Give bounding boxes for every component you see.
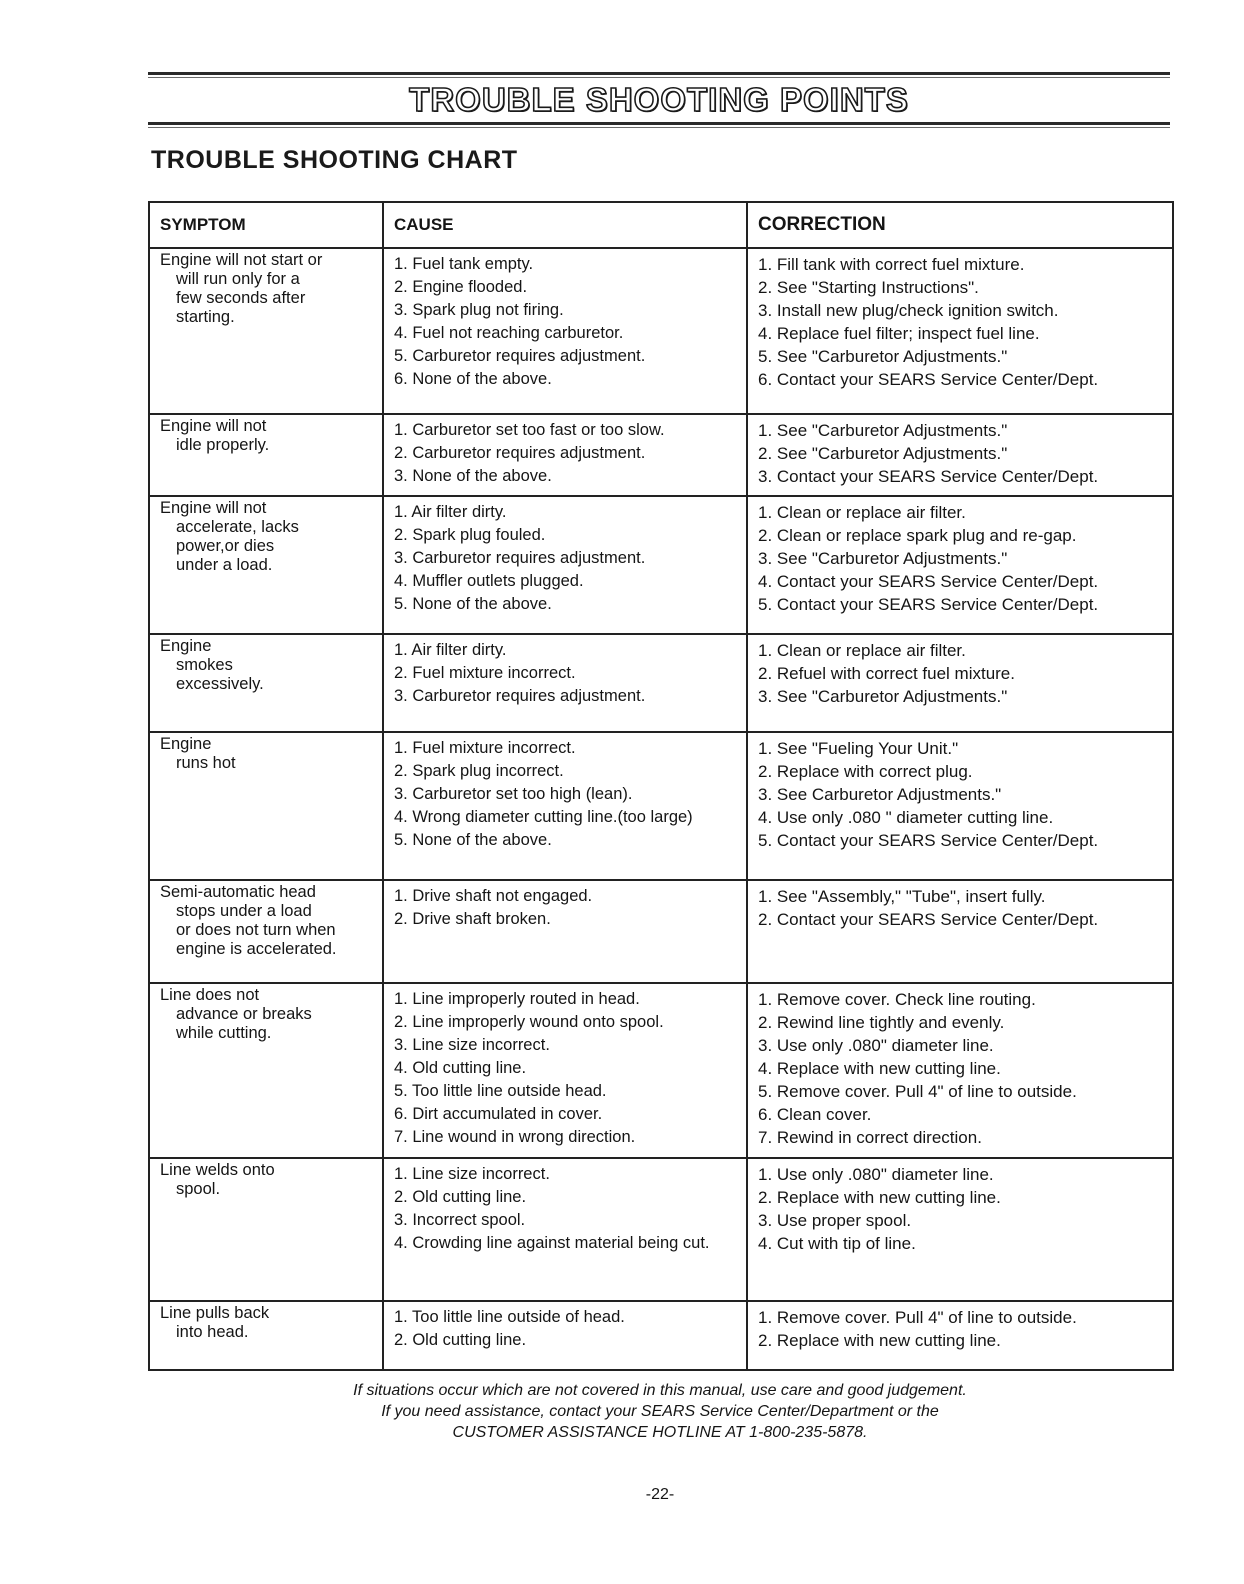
correction-cell — [747, 1158, 1173, 1301]
cause-item: 3. Carburetor set too high (lean). — [394, 785, 633, 803]
cause-item: 6. None of the above. — [394, 370, 552, 388]
correction-item: 3. See "Carburetor Adjustments." — [758, 549, 1008, 568]
cause-item: 4. Old cutting line. — [394, 1059, 527, 1077]
correction-item: 3. See Carburetor Adjustments." — [758, 785, 1002, 804]
symptom-line: spool. — [176, 1180, 221, 1198]
cause-cell — [383, 248, 747, 414]
cause-item: 5. None of the above. — [394, 831, 552, 849]
title-bottom-rule — [148, 122, 1170, 125]
cause-item: 1. Drive shaft not engaged. — [394, 887, 593, 905]
correction-item: 1. Clean or replace air filter. — [758, 641, 966, 660]
table-row — [149, 732, 1173, 880]
symptom-line: Engine will not — [160, 499, 267, 517]
cause-item: 3. Line size incorrect. — [394, 1036, 550, 1054]
symptom-cell — [149, 414, 383, 496]
page-title: TROUBLE SHOOTING POINTS — [409, 81, 909, 118]
correction-item: 2. Replace with correct plug. — [758, 762, 973, 781]
symptom-line: Semi-automatic head — [160, 883, 316, 901]
symptom-cell — [149, 1158, 383, 1301]
page-number: -22- — [645, 1486, 675, 1503]
title-top-rule — [148, 72, 1170, 75]
title-bottom-rule-thin — [148, 127, 1170, 128]
cause-item: 1. Air filter dirty. — [394, 503, 507, 521]
symptom-line: or does not turn when — [176, 921, 336, 939]
cause-cell — [383, 732, 747, 880]
correction-item: 4. Cut with tip of line. — [758, 1234, 916, 1253]
cause-cell — [383, 1158, 747, 1301]
correction-item: 1. See "Carburetor Adjustments." — [758, 421, 1008, 440]
correction-item: 2. Contact your SEARS Service Center/Dept. — [758, 910, 1099, 929]
correction-item: 5. Contact your SEARS Service Center/Dept. — [758, 831, 1099, 850]
symptom-cell — [149, 496, 383, 634]
header-correction: CORRECTION — [747, 202, 1173, 248]
symptom-line: Engine — [160, 735, 212, 753]
cause-item: 1. Air filter dirty. — [394, 641, 507, 659]
footnote-line: CUSTOMER ASSISTANCE HOTLINE AT 1-800-235-5878. — [452, 1424, 868, 1441]
table-row — [149, 983, 1173, 1158]
correction-item: 4. Contact your SEARS Service Center/Dept. — [758, 572, 1099, 591]
correction-item: 4. Replace with new cutting line. — [758, 1059, 1001, 1078]
cause-item: 3. Spark plug not firing. — [394, 301, 564, 319]
cause-item: 2. Spark plug fouled. — [394, 526, 546, 544]
symptom-line: idle properly. — [176, 436, 270, 454]
correction-item: 1. See "Fueling Your Unit." — [758, 739, 959, 758]
symptom-line: under a load. — [176, 556, 273, 574]
symptom-line: will run only for a — [176, 270, 300, 288]
cause-item: 5. None of the above. — [394, 595, 552, 613]
correction-cell — [747, 634, 1173, 732]
symptom-line: engine is accelerated. — [176, 940, 337, 958]
cause-item: 5. Too little line outside head. — [394, 1082, 607, 1100]
cause-item: 2. Carburetor requires adjustment. — [394, 444, 646, 462]
cause-cell — [383, 634, 747, 732]
correction-cell — [747, 732, 1173, 880]
cause-cell — [383, 1301, 747, 1370]
symptom-line: while cutting. — [176, 1024, 272, 1042]
cause-item: 1. Carburetor set too fast or too slow. — [394, 421, 665, 439]
symptom-line: stops under a load — [176, 902, 312, 920]
correction-item: 6. Clean cover. — [758, 1105, 872, 1124]
cause-item: 3. Carburetor requires adjustment. — [394, 687, 646, 705]
symptom-line: advance or breaks — [176, 1005, 312, 1023]
correction-cell — [747, 248, 1173, 414]
symptom-cell — [149, 634, 383, 732]
correction-item: 2. Refuel with correct fuel mixture. — [758, 664, 1015, 683]
table-row — [149, 634, 1173, 732]
symptom-line: Line pulls back — [160, 1304, 270, 1322]
cause-item: 3. Incorrect spool. — [394, 1211, 526, 1229]
footnote-line: If situations occur which are not covered in this manual, use care and good judgement. — [353, 1382, 967, 1399]
symptom-line: Line does not — [160, 986, 260, 1004]
cause-item: 2. Fuel mixture incorrect. — [394, 664, 576, 682]
cause-item: 2. Spark plug incorrect. — [394, 762, 564, 780]
correction-item: 5. Contact your SEARS Service Center/Dept. — [758, 595, 1099, 614]
footnote — [148, 1380, 1172, 1443]
symptom-line: Engine will not — [160, 417, 267, 435]
correction-item: 3. Contact your SEARS Service Center/Dept. — [758, 467, 1099, 486]
cause-item: 1. Fuel tank empty. — [394, 255, 534, 273]
footnote-line: If you need assistance, contact your SEARS Service Center/Department or the — [381, 1403, 939, 1420]
correction-item: 2. Rewind line tightly and evenly. — [758, 1013, 1005, 1032]
trouble-shooting-table — [148, 201, 1174, 1371]
correction-cell — [747, 496, 1173, 634]
correction-item: 1. Clean or replace air filter. — [758, 503, 966, 522]
correction-item: 1. Remove cover. Pull 4" of line to outside. — [758, 1308, 1077, 1327]
correction-item: 5. See "Carburetor Adjustments." — [758, 347, 1008, 366]
table-row — [149, 880, 1173, 983]
cause-cell — [383, 880, 747, 983]
correction-item: 4. Replace fuel filter; inspect fuel line. — [758, 324, 1040, 343]
correction-cell — [747, 1301, 1173, 1370]
correction-item: 2. Clean or replace spark plug and re-gap. — [758, 526, 1077, 545]
symptom-line: into head. — [176, 1323, 249, 1341]
correction-item: 7. Rewind in correct direction. — [758, 1128, 982, 1147]
cause-cell — [383, 496, 747, 634]
symptom-cell — [149, 983, 383, 1158]
correction-cell — [747, 880, 1173, 983]
cause-item: 1. Line improperly routed in head. — [394, 990, 640, 1008]
cause-item: 3. Carburetor requires adjustment. — [394, 549, 646, 567]
symptom-line: excessively. — [176, 675, 264, 693]
correction-item: 2. Replace with new cutting line. — [758, 1331, 1001, 1350]
cause-item: 4. Muffler outlets plugged. — [394, 572, 584, 590]
symptom-cell — [149, 880, 383, 983]
symptom-line: Engine — [160, 637, 212, 655]
correction-item: 3. Use only .080" diameter line. — [758, 1036, 994, 1055]
cause-cell — [383, 983, 747, 1158]
correction-item: 5. Remove cover. Pull 4" of line to outside. — [758, 1082, 1077, 1101]
cause-item: 1. Too little line outside of head. — [394, 1308, 625, 1326]
cause-item: 4. Fuel not reaching carburetor. — [394, 324, 624, 342]
table-row — [149, 1301, 1173, 1370]
symptom-cell — [149, 248, 383, 414]
table-row — [149, 248, 1173, 414]
table-row — [149, 496, 1173, 634]
correction-item: 2. See "Starting Instructions". — [758, 278, 979, 297]
symptom-line: smokes — [176, 656, 233, 674]
cause-item: 5. Carburetor requires adjustment. — [394, 347, 646, 365]
header-symptom: SYMPTOM — [149, 202, 383, 248]
correction-item: 2. Replace with new cutting line. — [758, 1188, 1001, 1207]
correction-item: 6. Contact your SEARS Service Center/Dept. — [758, 370, 1099, 389]
table-row — [149, 414, 1173, 496]
symptom-line: few seconds after — [176, 289, 306, 307]
symptom-line: Engine will not start or — [160, 251, 323, 269]
cause-item: 1. Fuel mixture incorrect. — [394, 739, 576, 757]
symptom-line: Line welds onto — [160, 1161, 275, 1179]
correction-item: 1. See "Assembly," "Tube", insert fully. — [758, 887, 1046, 906]
table-header-row — [149, 202, 1173, 248]
cause-item: 3. None of the above. — [394, 467, 552, 485]
cause-item: 2. Line improperly wound onto spool. — [394, 1013, 664, 1031]
correction-item: 1. Fill tank with correct fuel mixture. — [758, 255, 1025, 274]
cause-item: 4. Wrong diameter cutting line.(too large) — [394, 808, 693, 826]
cause-item: 2. Engine flooded. — [394, 278, 528, 296]
cause-item: 4. Crowding line against material being cut. — [394, 1234, 710, 1252]
table-row — [149, 1158, 1173, 1301]
symptom-cell — [149, 1301, 383, 1370]
symptom-line: runs hot — [176, 754, 236, 772]
correction-item: 2. See "Carburetor Adjustments." — [758, 444, 1008, 463]
correction-item: 3. Install new plug/check ignition switch. — [758, 301, 1059, 320]
chart-title: TROUBLE SHOOTING CHART — [151, 146, 518, 174]
correction-item: 3. Use proper spool. — [758, 1211, 912, 1230]
cause-item: 6. Dirt accumulated in cover. — [394, 1105, 603, 1123]
cause-item: 7. Line wound in wrong direction. — [394, 1128, 636, 1146]
symptom-line: starting. — [176, 308, 235, 326]
correction-item: 4. Use only .080 " diameter cutting line. — [758, 808, 1054, 827]
cause-cell — [383, 414, 747, 496]
correction-cell — [747, 983, 1173, 1158]
cause-item: 2. Old cutting line. — [394, 1331, 527, 1349]
symptom-line: accelerate, lacks — [176, 518, 299, 536]
symptom-cell — [149, 732, 383, 880]
header-cause: CAUSE — [383, 202, 747, 248]
cause-item: 1. Line size incorrect. — [394, 1165, 550, 1183]
correction-item: 3. See "Carburetor Adjustments." — [758, 687, 1008, 706]
cause-item: 2. Drive shaft broken. — [394, 910, 551, 928]
symptom-line: power,or dies — [176, 537, 275, 555]
cause-item: 2. Old cutting line. — [394, 1188, 527, 1206]
correction-item: 1. Remove cover. Check line routing. — [758, 990, 1036, 1009]
correction-item: 1. Use only .080" diameter line. — [758, 1165, 994, 1184]
correction-cell — [747, 414, 1173, 496]
